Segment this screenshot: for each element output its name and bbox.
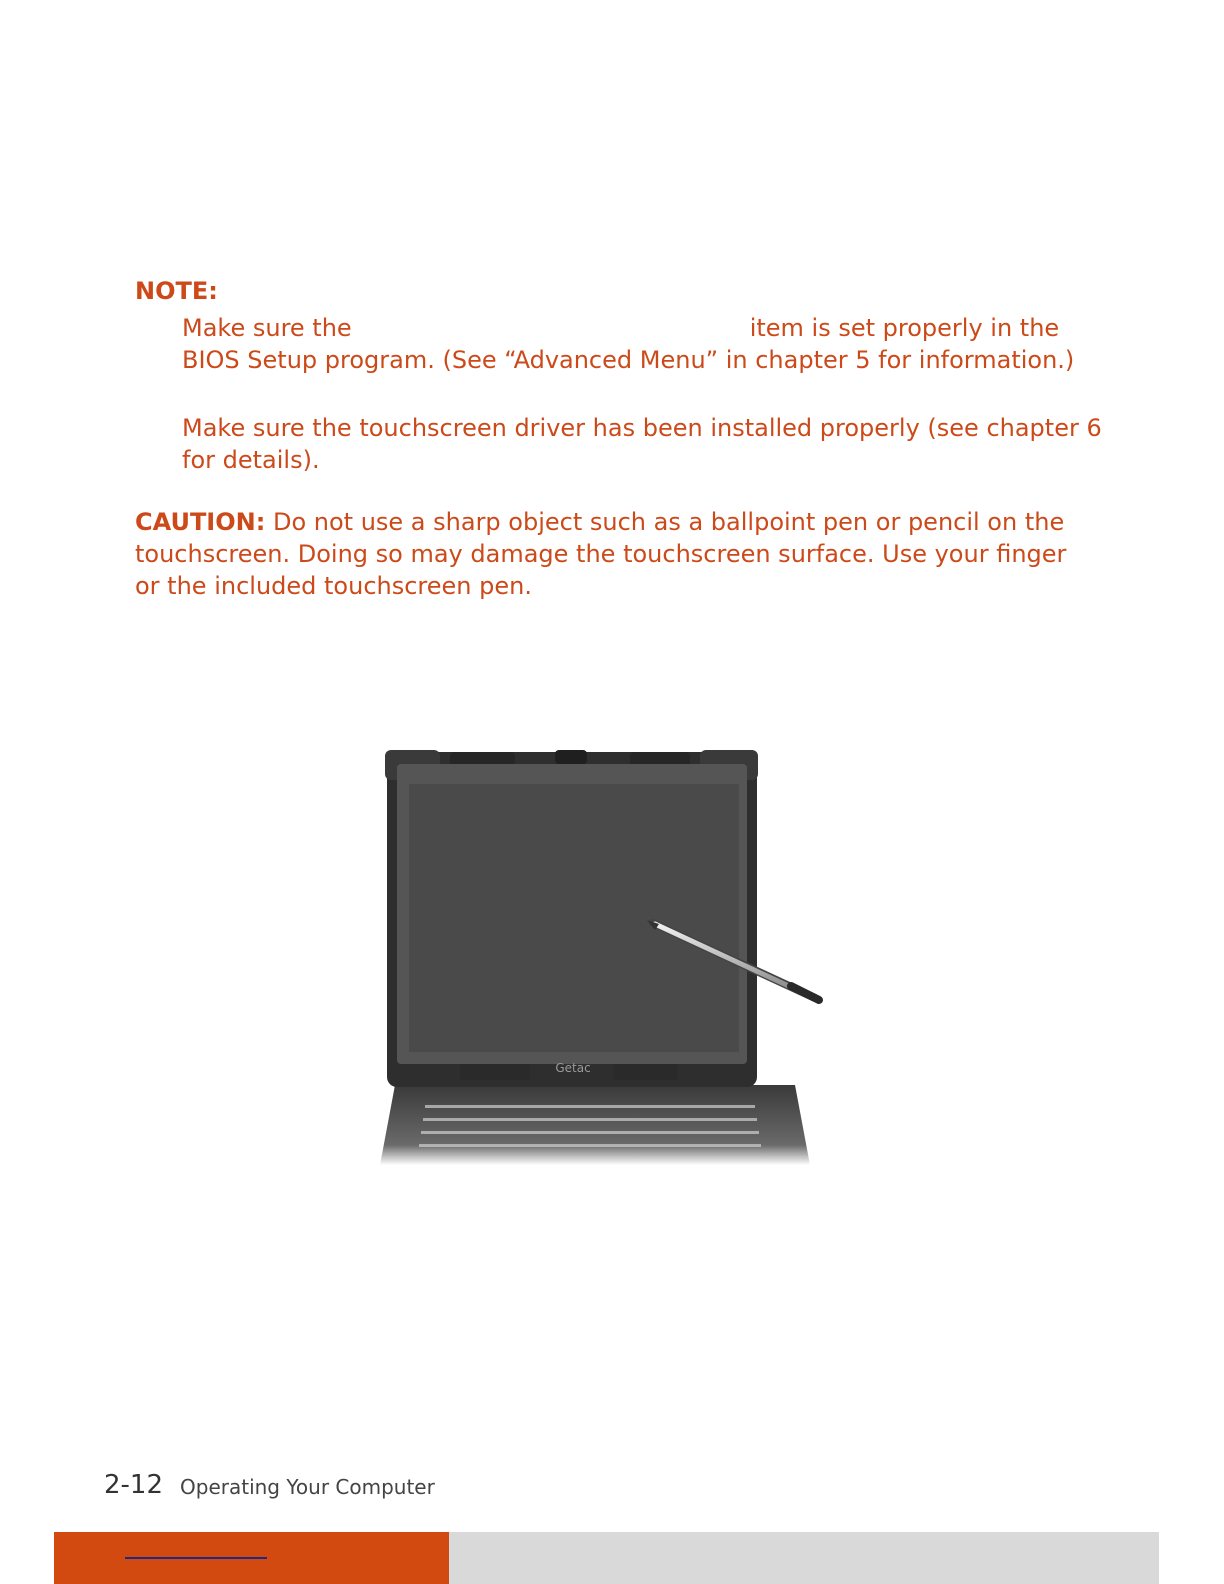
footer-page-number: 2-12 bbox=[104, 1470, 164, 1500]
footer-link-underline[interactable] bbox=[125, 1557, 267, 1559]
note-label: NOTE: bbox=[135, 277, 218, 305]
caution-block bbox=[135, 506, 1075, 602]
caution-text: Do not use a sharp object such as a ballpoint pen or pencil on the touchscreen. Doing so may damage the touchscreen surface. Use your finger or the included touchscreen pen. bbox=[135, 508, 1067, 600]
caution-label: CAUTION: bbox=[135, 508, 266, 536]
footer-bar-grey bbox=[449, 1532, 1159, 1584]
note-item-2: Make sure the touchscreen driver has been installed properly (see chapter 6 for details). bbox=[182, 414, 1102, 474]
brand-logo: Getac bbox=[555, 1061, 591, 1075]
note-item-1-start: Make sure the bbox=[182, 314, 352, 342]
laptop-illustration bbox=[355, 720, 855, 1165]
footer-chapter-title: Operating Your Computer bbox=[180, 1475, 435, 1499]
note-item-1 bbox=[182, 312, 1102, 376]
figure-touchscreen-pen bbox=[355, 720, 855, 1165]
note-item-1-end: item is set properly in the BIOS Setup program. (See “Advanced Menu” in chapter 5 for information.) bbox=[182, 314, 1075, 374]
